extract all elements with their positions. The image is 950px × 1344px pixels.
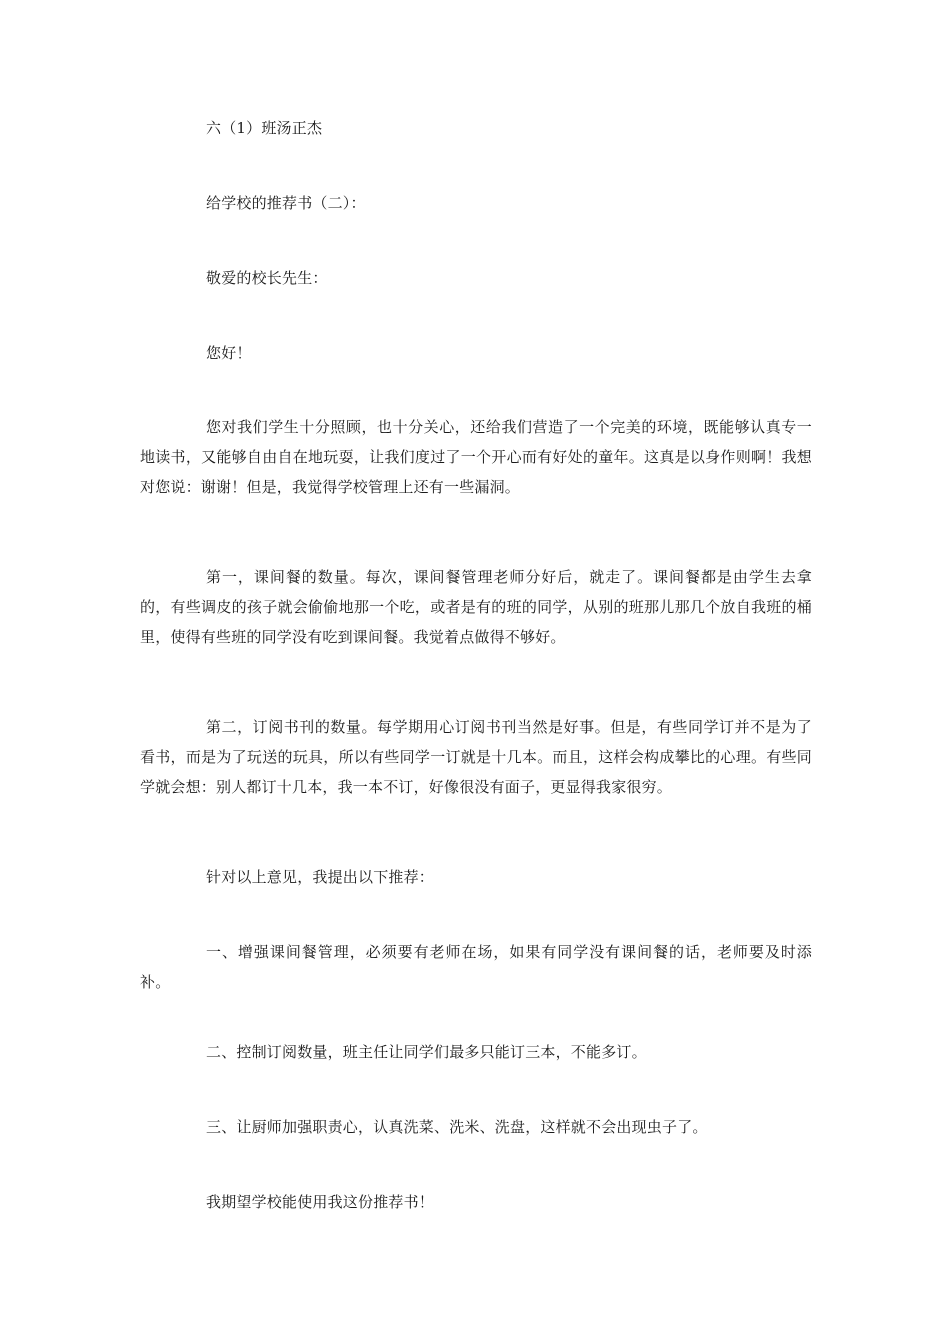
closing-line: 我期望学校能使用我这份推荐书！	[206, 1193, 435, 1211]
document-subtitle: 给学校的推荐书（二）：	[206, 194, 366, 212]
salutation: 敬爱的校长先生：	[206, 269, 328, 287]
author-line: 六（1）班汤正杰	[206, 119, 323, 137]
greeting: 您好！	[206, 344, 252, 362]
body-paragraph-first-issue: 第一，课间餐的数量。每次，课间餐管理老师分好后，就走了。课间餐都是由学生去拿的，有些调皮的孩子就会偷偷地那一个吃，或者是有的班的同学，从别的班那儿那几个放自我班的桶里，使得有些班的同学没有吃到课间餐。我觉着点做得不够好。	[140, 568, 812, 646]
body-paragraph-intro: 您对我们学生十分照顾，也十分关心，还给我们营造了一个完美的环境，既能够认真专一地读书，又能够自由自在地玩耍，让我们度过了一个开心而有好处的童年。这真是以身作则啊！我想对您说：谢谢！但是，我觉得学校管理上还有一些漏洞。	[140, 418, 812, 496]
recommendation-item-2: 二、控制订阅数量，班主任让同学们最多只能订三本，不能多订。	[206, 1043, 647, 1061]
body-paragraph-second-issue: 第二，订阅书刊的数量。每学期用心订阅书刊当然是好事。但是，有些同学订并不是为了看书，而是为了玩送的玩具，所以有些同学一订就是十几本。而且，这样会构成攀比的心理。有些同学就会想：别人都订十几本，我一本不订，好像很没有面子，更显得我家很穷。	[140, 718, 812, 796]
recommendation-item-1: 一、增强课间餐管理，必须要有老师在场，如果有同学没有课间餐的话，老师要及时添补。	[140, 943, 812, 991]
recommendation-intro: 针对以上意见，我提出以下推荐：	[206, 868, 435, 886]
recommendation-item-3: 三、让厨师加强职责心，认真洗菜、洗米、洗盘，这样就不会出现虫子了。	[206, 1118, 708, 1136]
